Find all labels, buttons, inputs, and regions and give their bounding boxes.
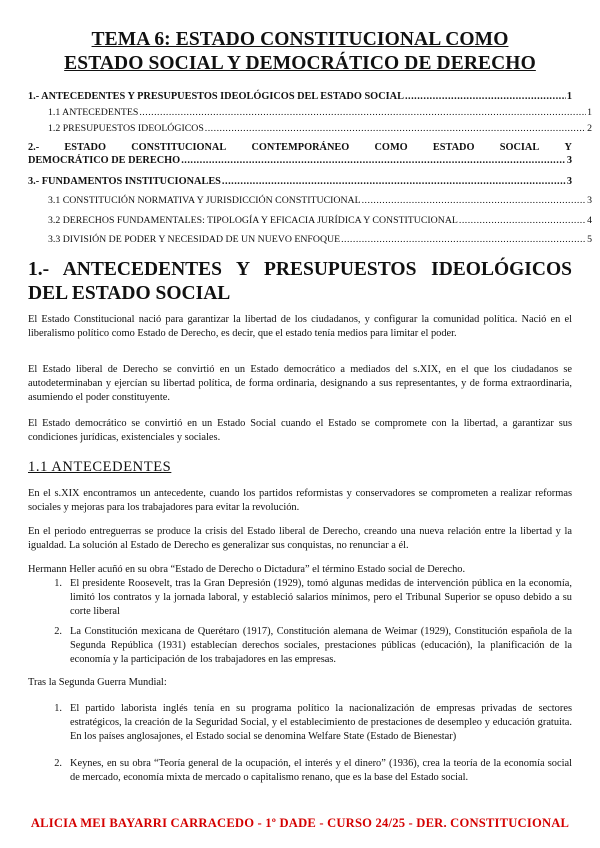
toc-leader-dots <box>139 107 586 118</box>
toc-item-1[interactable] <box>28 91 572 102</box>
toc-item-3-2[interactable] <box>28 215 592 226</box>
toc-leader-dots <box>341 234 586 245</box>
list-item-text: La Constitución mexicana de Querétaro (1917), Constitución alemana de Weimar (1929), Constitución española de la Segunda República (1931) establecían derechos sociales, prestaciones públicas (educación), la planificación de la economía y la participación de los trabajadores en las empresas. <box>70 626 572 665</box>
toc-leader-dots <box>205 123 586 134</box>
list-item <box>28 702 572 744</box>
list-item-number: 2. <box>54 758 62 769</box>
toc-page-number: 5 <box>587 234 592 245</box>
toc-page-number: 1 <box>587 107 592 118</box>
toc-page-number: 3 <box>587 195 592 206</box>
section-1-paragraph-2: El Estado liberal de Derecho se convirtió en un Estado democrático a mediados del s.XIX, en el que los ciudadanos se autodeterminaban y ejercían su libertad política, de forma ordinaria, designando a sus representantes, y de forma extraordinaria, asumiendo el poder constituyente. <box>28 364 572 403</box>
section-1-1-paragraph-1: En el s.XIX encontramos un antecedente, cuando los partidos reformistas y conservadores se comprometen a realizar reformas sociales y mejoras para los trabajadores para evitar la revolución. <box>28 488 572 513</box>
list-item-text: Keynes, en su obra “Teoría general de la ocupación, el interés y el dinero” (1936), crea la teoría de la economía social de mercado, economía mixta de mercado o capitalismo renano, que es la base del Estado social. <box>70 758 572 783</box>
toc-leader-dots <box>181 154 566 167</box>
toc-page-number: 3 <box>566 176 572 187</box>
document-title <box>0 28 600 76</box>
toc-item-3[interactable] <box>28 176 572 187</box>
numbered-list-1 <box>28 577 572 667</box>
list-item <box>28 625 572 667</box>
toc-leader-dots <box>362 195 586 206</box>
toc-leader-dots <box>222 176 566 187</box>
toc-page-number: 1 <box>566 91 572 102</box>
toc-word: SOCIAL <box>499 142 540 153</box>
page-footer: ALICIA MEI BAYARRI CARRACEDO - 1º DADE - CURSO 24/25 - DER. CONSTITUCIONAL <box>30 816 570 830</box>
numbered-list-2 <box>28 702 572 785</box>
toc-page-number: 4 <box>587 215 592 226</box>
toc-item-3-3[interactable] <box>28 234 592 245</box>
list-item-text: El presidente Roosevelt, tras la Gran Depresión (1929), tomó algunas medidas de intervención pública en la economía, limitó los contratos y la jornada laboral, y estableció salarios mínimos, pero el Tribunal Superior se opuso debido a su corte liberal <box>70 578 572 617</box>
toc-leader-dots <box>459 215 586 226</box>
toc-word: ESTADO <box>64 142 106 153</box>
section-1-1-heading: 1.1 ANTECEDENTES <box>28 459 172 475</box>
toc-item-label: 3.- FUNDAMENTOS INSTITUCIONALES <box>28 176 221 187</box>
toc-item-label: 3.2 DERECHOS FUNDAMENTALES: TIPOLOGÍA Y EFICACIA JURÍDICA Y CONSTITUCIONAL <box>48 215 458 226</box>
list-item-number: 1. <box>54 578 62 589</box>
list-item <box>28 577 572 619</box>
toc-item-3-1[interactable] <box>28 195 592 206</box>
toc-item-label: 1.1 ANTECEDENTES <box>48 107 139 118</box>
toc-word: CONSTITUCIONAL <box>131 142 227 153</box>
toc-item-2-line-1 <box>28 141 572 154</box>
toc-item-label: 1.- ANTECEDENTES Y PRESUPUESTOS IDEOLÓGICOS DEL ESTADO SOCIAL <box>28 91 404 102</box>
toc-page-number: 2 <box>587 123 592 134</box>
section-1-1-paragraph-3: Hermann Heller acuñó en su obra “Estado de Derecho o Dictadura” el término Estado social de Derecho. <box>28 564 466 575</box>
title-line-2: ESTADO SOCIAL Y DEMOCRÁTICO DE DERECHO <box>64 53 536 74</box>
toc-item-label: 3.3 DIVISIÓN DE PODER Y NECESIDAD DE UN NUEVO ENFOQUE <box>48 234 341 245</box>
section-1-heading: 1.- ANTECEDENTES Y PRESUPUESTOS IDEOLÓGICOS DEL ESTADO SOCIAL <box>28 259 572 304</box>
section-1-paragraph-1: El Estado Constitucional nació para garantizar la libertad de los ciudadanos, y configurar la comunidad política. Nació en el liberalismo político como Estado de Derecho, es decir, que el estado tenía medios para limitar el poder. <box>28 314 572 339</box>
section-1-paragraph-3: El Estado democrático se convirtió en un Estado Social cuando el Estado se compromete con la libertad, a garantizar sus condiciones jurídicas, existenciales y sociales. <box>28 418 572 443</box>
toc-item-2[interactable] <box>28 141 572 167</box>
section-1-1-paragraph-4: Tras la Segunda Guerra Mundial: <box>28 677 167 688</box>
toc-word: COMO <box>374 142 408 153</box>
toc-item-2-line-2 <box>28 154 572 167</box>
toc-page-number: 3 <box>566 155 572 166</box>
toc-word: CONTEMPORÁNEO <box>251 142 350 153</box>
list-item-number: 2. <box>54 626 62 637</box>
toc-item-label: DEMOCRÁTICO DE DERECHO <box>28 155 181 166</box>
toc-item-1-1[interactable] <box>28 107 592 118</box>
toc-word: ESTADO <box>432 142 475 153</box>
toc-item-1-2[interactable] <box>28 123 592 134</box>
toc-word: 2.- <box>28 142 40 153</box>
list-item-text: El partido laborista inglés tenía en su programa político la nacionalización de empresas privadas de sectores estratégicos, la creación de la Seguridad Social, y el establecimiento de prestaciones de desempleo y educación gratuita. En los países anglosajones, el Estado social se denomina Welfare State (Estado de Bienestar) <box>70 703 572 742</box>
section-1-1-paragraph-2: En el periodo entreguerras se produce la crisis del Estado liberal de Derecho, creando una nueva relación entre la libertad y la igualdad. La solución al Estado de Derecho es generalizar sus conquistas, no renunciar a él. <box>28 526 572 551</box>
toc-item-label: 1.2 PRESUPUESTOS IDEOLÓGICOS <box>48 123 204 134</box>
toc-word: Y <box>564 142 572 153</box>
title-line-1: TEMA 6: ESTADO CONSTITUCIONAL COMO <box>91 29 509 50</box>
toc-leader-dots <box>405 91 566 102</box>
toc-item-label: 3.1 CONSTITUCIÓN NORMATIVA Y JURISDICCIÓN CONSTITUCIONAL <box>48 195 361 206</box>
list-item-number: 1. <box>54 703 62 714</box>
list-item <box>28 757 572 785</box>
